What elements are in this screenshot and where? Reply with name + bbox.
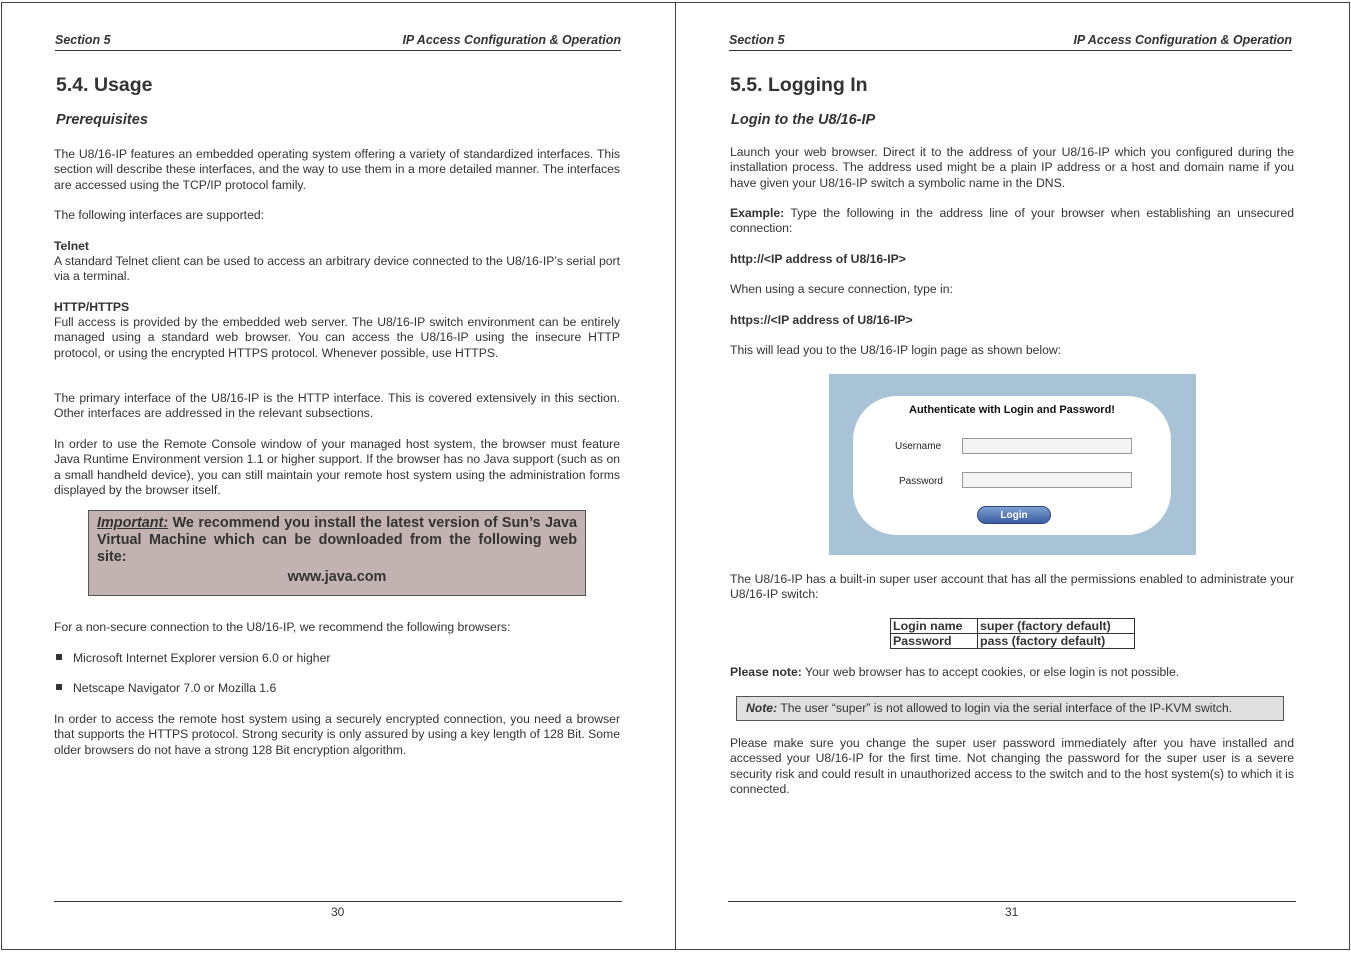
bullet-icon: [56, 684, 62, 690]
right-page-header: [729, 33, 1292, 51]
example-text: Type the following in the address line of your browser when establishing an unsecured connection:: [730, 206, 1294, 236]
example-paragraph: [730, 206, 1294, 237]
http-text: Full access is provided by the embedded web server. The U8/16-IP switch environment can be entirely managed using a standard web browser. You can access the U8/16-IP using the insecure HTTP protocol, or using the encrypted HTTPS protocol. Whenever possible, use HTTPS.: [54, 315, 620, 360]
important-text: We recommend you install the latest version of Sun’s Java Virtual Machine which can be downloaded from the following web site:: [97, 515, 577, 566]
intro-paragraph: The U8/16-IP features an embedded operating system offering a variety of standardized interfaces. This section will describe these interfaces, and the way to use them in a more detailed manner. The interfaces are accessed using the TCP/IP protocol family.: [54, 147, 620, 192]
primary-interface-text: The primary interface of the U8/16-IP is the HTTP interface. This is covered extensively in this section. Other interfaces are addressed in the relevant subsections.: [54, 391, 620, 421]
cred-value: pass (factory default): [978, 634, 1135, 649]
note-lead: Note:: [746, 701, 778, 715]
nonsecure-text: For a non-secure connection to the U8/16-IP, we recommend the following browsers:: [54, 620, 511, 634]
launch-browser-text: Launch your web browser. Direct it to the address of your U8/16-IP which you configured during the installation process. The address used might be a plain IP address or a host and domain name if you have given your U8/16-IP switch a symbolic name in the DNS.: [730, 145, 1294, 190]
bullet-icon: [56, 654, 62, 660]
left-page-header: [55, 33, 621, 51]
page-number-right: 31: [1005, 905, 1019, 919]
browser-item-text: Microsoft Internet Explorer version 6.0 or higher: [73, 651, 331, 665]
supported-interfaces-text: The following interfaces are supported:: [54, 208, 265, 222]
secure-intro-text: When using a secure connection, type in:: [730, 282, 953, 296]
important-lead: Important:: [97, 515, 169, 531]
list-item: [56, 681, 276, 695]
username-label: Username: [895, 441, 942, 452]
note-box: [736, 696, 1284, 721]
please-note-text: Your web browser has to accept cookies, or else login is not possible.: [801, 665, 1180, 679]
subheading-prerequisites: Prerequisites: [56, 112, 148, 128]
please-note-paragraph: [730, 665, 1296, 680]
java-url-link[interactable]: www.java.com: [287, 569, 387, 585]
header-title: IP Access Configuration & Operation: [402, 33, 621, 47]
http-url-example: http://<IP address of U8/16-IP>: [730, 252, 906, 266]
subheading-login: Login to the U8/16-IP: [731, 112, 876, 128]
example-lead: Example:: [730, 206, 785, 220]
list-item: [56, 651, 330, 665]
username-input[interactable]: [962, 438, 1132, 454]
builtin-account-text: The U8/16-IP has a built-in super user account that has all the permissions enabled to administrate your U8/16-IP switch:: [730, 572, 1294, 602]
browser-item-text: Netscape Navigator 7.0 or Mozilla 1.6: [73, 681, 277, 695]
password-label: Password: [899, 476, 943, 487]
cred-label: Login name: [891, 619, 978, 634]
credentials-table: [890, 618, 1135, 649]
telnet-text: A standard Telnet client can be used to access an arbitrary device connected to the U8/16-IP’s serial port via a terminal.: [54, 254, 620, 284]
table-row: [891, 634, 1135, 649]
secure-connection-text: In order to access the remote host system using a securely encrypted connection, you need a browser that supports the HTTPS protocol. Strong security is only assured by using a key length of 128 Bit. Some older browsers do not have a strong 128 Bit encryption algorithm.: [54, 712, 620, 757]
please-note-lead: Please note:: [730, 665, 802, 679]
table-row: [891, 619, 1135, 634]
header-section: Section 5: [729, 33, 785, 47]
login-page-intro: This will lead you to the U8/16-IP login page as shown below:: [730, 343, 1062, 357]
note-text: The user “super” is not allowed to login via the serial interface of the IP-KVM switch.: [777, 701, 1233, 715]
section-heading-logging-in: 5.5. Logging In: [730, 74, 868, 96]
login-title: Authenticate with Login and Password!: [909, 404, 1115, 416]
important-callout: [88, 510, 586, 596]
cred-label: Password: [891, 634, 978, 649]
cred-value: super (factory default): [978, 619, 1135, 634]
http-title: HTTP/HTTPS: [54, 300, 130, 314]
page-number-left: 30: [331, 905, 345, 919]
remote-console-text: In order to use the Remote Console window of your managed host system, the browser must feature Java Runtime Environment version 1.1 or higher support. If the browser has no Java support (such as on a small handheld device), you can still maintain your remote host system using the administration forms displayed by the browser itself.: [54, 437, 620, 497]
right-footer-divider: [728, 901, 1296, 902]
telnet-title: Telnet: [54, 239, 89, 253]
login-card: [853, 396, 1171, 535]
https-url-example: https://<IP address of U8/16-IP>: [730, 313, 913, 327]
login-screenshot: [829, 374, 1196, 555]
header-title: IP Access Configuration & Operation: [1073, 33, 1292, 47]
header-section: Section 5: [55, 33, 111, 47]
section-heading-usage: 5.4. Usage: [56, 74, 153, 96]
left-footer-divider: [54, 901, 622, 902]
change-password-text: Please make sure you change the super user password immediately after you have installed and accessed your U8/16-IP for the first time. Not changing the password for the super user is a severe security risk and could result in unauthorized access to the switch and to the host system(s) to which it is connected.: [730, 736, 1294, 796]
login-button[interactable]: Login: [977, 506, 1051, 524]
password-input[interactable]: [962, 472, 1132, 488]
